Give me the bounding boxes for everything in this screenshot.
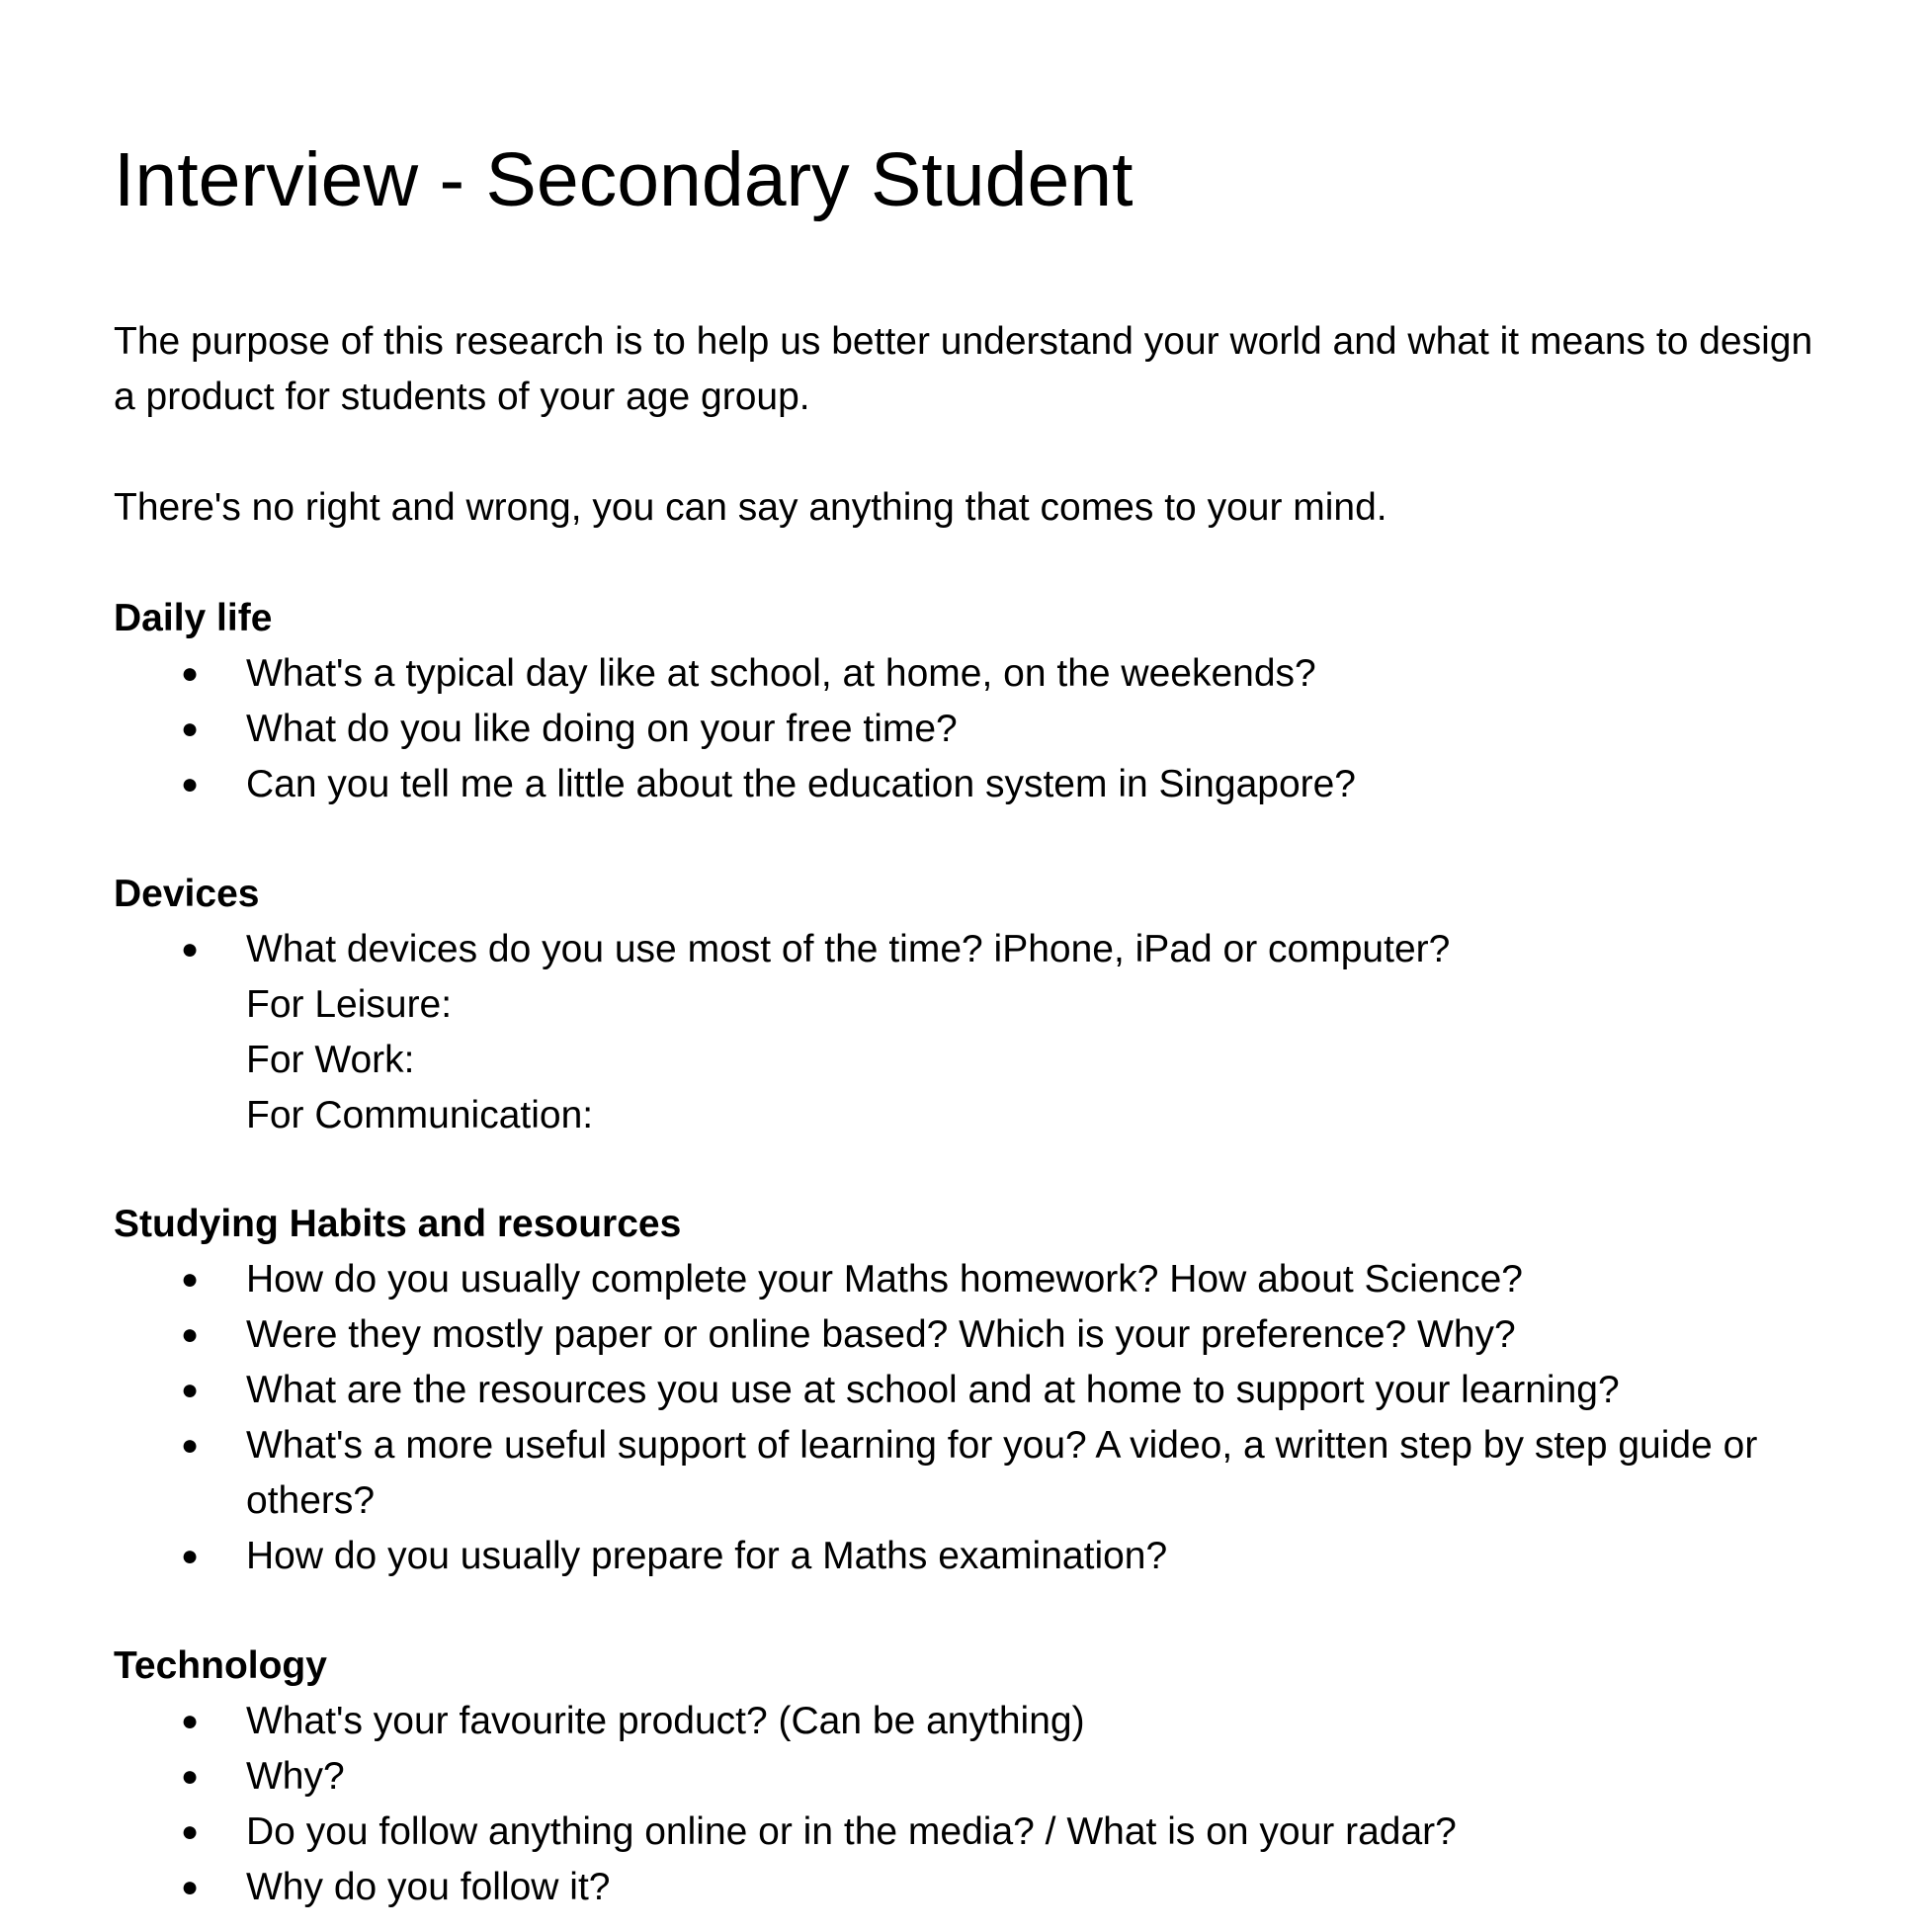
- question-text: Do you follow anything online or in the media? / What is on your radar?: [246, 1810, 1457, 1853]
- list-item: [114, 1252, 1833, 1307]
- bullet-icon: ●: [181, 1318, 200, 1351]
- question-text: What's your favourite product? (Can be anything): [246, 1700, 1085, 1742]
- question-text: Were they mostly paper or online based? Which is your preference? Why?: [246, 1313, 1516, 1356]
- list-item: [114, 922, 1833, 1143]
- question-text: What are the resources you use at school and at home to support your learning?: [246, 1369, 1620, 1411]
- bullet-icon: ●: [181, 1263, 200, 1296]
- section-studying-habits: [114, 1197, 1833, 1584]
- list-item: [114, 1307, 1833, 1363]
- list-item: [114, 646, 1833, 702]
- list-item: [114, 1363, 1833, 1418]
- question-text: Can you tell me a little about the education system in Singapore?: [246, 763, 1357, 805]
- bullet-icon: ●: [181, 768, 200, 800]
- list-item: [114, 1860, 1833, 1915]
- section-heading: Devices: [114, 873, 260, 915]
- question-text: Why do you follow it?: [246, 1866, 611, 1908]
- question-list: [114, 1694, 1833, 1915]
- question-text: How do you usually prepare for a Maths examination?: [246, 1535, 1168, 1577]
- list-item: [114, 1805, 1833, 1860]
- question-text: What do you like doing on your free time?: [246, 708, 958, 750]
- section-heading: Technology: [114, 1644, 327, 1687]
- bullet-icon: ●: [181, 1374, 200, 1406]
- bullet-icon: ●: [181, 933, 200, 966]
- sub-line-leisure: For Leisure:: [246, 983, 453, 1026]
- note-paragraph: There's no right and wrong, you can say anything that comes to your mind.: [114, 486, 1387, 529]
- question-text: What's a typical day like at school, at home, on the weekends?: [246, 652, 1316, 695]
- bullet-icon: ●: [181, 1815, 200, 1848]
- section-daily-life: [114, 591, 1833, 812]
- bullet-icon: ●: [181, 1540, 200, 1572]
- bullet-icon: ●: [181, 713, 200, 745]
- sub-line-work: For Work:: [246, 1039, 415, 1081]
- list-item: [114, 702, 1833, 757]
- question-text: How do you usually complete your Maths homework? How about Science?: [246, 1258, 1523, 1301]
- section-technology: [114, 1638, 1833, 1915]
- list-item: [114, 1749, 1833, 1805]
- intro-paragraph: The purpose of this research is to help us better understand your world and what it means to design a product for students of your age group.: [114, 320, 1813, 418]
- sub-line-communication: For Communication:: [246, 1094, 594, 1136]
- list-item: [114, 1694, 1833, 1749]
- bullet-icon: ●: [181, 1871, 200, 1903]
- question-list: [114, 646, 1833, 812]
- section-devices: [114, 867, 1833, 1143]
- question-list: [114, 1252, 1833, 1584]
- bullet-icon: ●: [181, 1760, 200, 1793]
- list-item: [114, 1418, 1833, 1529]
- bullet-icon: ●: [181, 1705, 200, 1737]
- section-heading: Daily life: [114, 597, 273, 639]
- section-heading: Studying Habits and resources: [114, 1203, 682, 1245]
- question-list: [114, 922, 1833, 1143]
- bullet-icon: ●: [181, 1429, 200, 1462]
- bullet-icon: ●: [181, 657, 200, 690]
- question-text: What's a more useful support of learning for you? A video, a written step by step guide or others?: [246, 1424, 1758, 1522]
- list-item: [114, 757, 1833, 812]
- question-text: Why?: [246, 1755, 345, 1798]
- list-item: [114, 1529, 1833, 1584]
- document-title: Interview - Secondary Student: [114, 137, 1134, 222]
- question-text: What devices do you use most of the time? iPhone, iPad or computer?: [246, 928, 1451, 970]
